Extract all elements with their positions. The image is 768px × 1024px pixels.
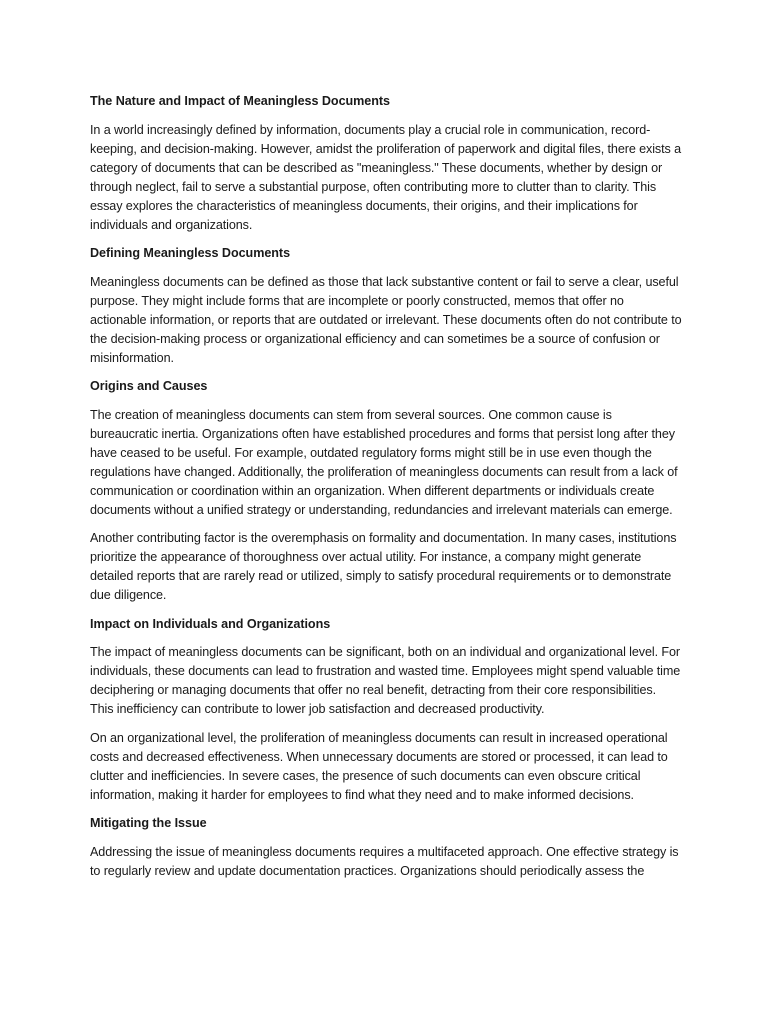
intro-paragraph: In a world increasingly defined by information, documents play a crucial role in communication, record-keeping, and decision-making. However, amidst the proliferation of paperwork and digital files, there exists a category of documents that can be described as "meaningless." These documents, whether by design or through neglect, fail to serve a substantial purpose, often contributing more to clutter than to clarity. This essay explores the characteristics of meaningless documents, their origins, and their implications for individuals and organizations. (90, 122, 682, 232)
paragraph-origins-2: Another contributing factor is the overemphasis on formality and documentation. In many cases, institutions prioritize the appearance of thoroughness over actual utility. For instance, a company might generate detailed reports that are rarely read or utilized, simply to satisfy procedural requirements or to demonstrate due diligence. (90, 531, 677, 602)
paragraph-mitigating: Addressing the issue of meaningless documents requires a multifaceted approach. One effective strategy is to regularly review and update documentation practices. Organizations should periodically assess the (90, 844, 679, 878)
section-heading-origins: Origins and Causes (90, 379, 208, 393)
paragraph-impact-1: The impact of meaningless documents can be significant, both on an individual and organizational level. For individuals, these documents can lead to frustration and wasted time. Employees might spend valuable time deciphering or managing documents that offer no real benefit, detracting from their core responsibilities. This inefficiency can contribute to lower job satisfaction and decreased productivity. (90, 645, 681, 716)
paragraph-defining: Meaningless documents can be defined as those that lack substantive content or fail to serve a clear, useful purpose. They might include forms that are incomplete or poorly constructed, memos that offer no actionable information, or reports that are outdated or irrelevant. These documents often do not contribute to the decision-making process or organizational efficiency and can sometimes be a source of confusion or misinformation. (90, 274, 682, 365)
paragraph-origins-1: The creation of meaningless documents can stem from several sources. One common cause is bureaucratic inertia. Organizations often have established procedures and forms that persist long after they have ceased to be useful. For example, outdated regulatory forms might still be in use even though the regulations have changed. Additionally, the proliferation of meaningless documents can result from a lack of communication or coordination within an organization. When different departments or individuals create documents without a unified strategy or understanding, redundancies and irrelevant materials can emerge. (90, 407, 678, 517)
document-title: The Nature and Impact of Meaningless Documents (90, 94, 391, 108)
section-heading-defining: Defining Meaningless Documents (90, 246, 291, 260)
section-heading-impact: Impact on Individuals and Organizations (90, 616, 331, 631)
paragraph-impact-2: On an organizational level, the proliferation of meaningless documents can result in increased operational costs and decreased effectiveness. When unnecessary documents are stored or processed, it can lead to clutter and inefficiencies. In severe cases, the presence of such documents can even obscure critical information, making it harder for employees to find what they need and to make informed decisions. (90, 730, 668, 802)
section-heading-mitigating: Mitigating the Issue (90, 816, 207, 830)
document-page (90, 92, 682, 890)
